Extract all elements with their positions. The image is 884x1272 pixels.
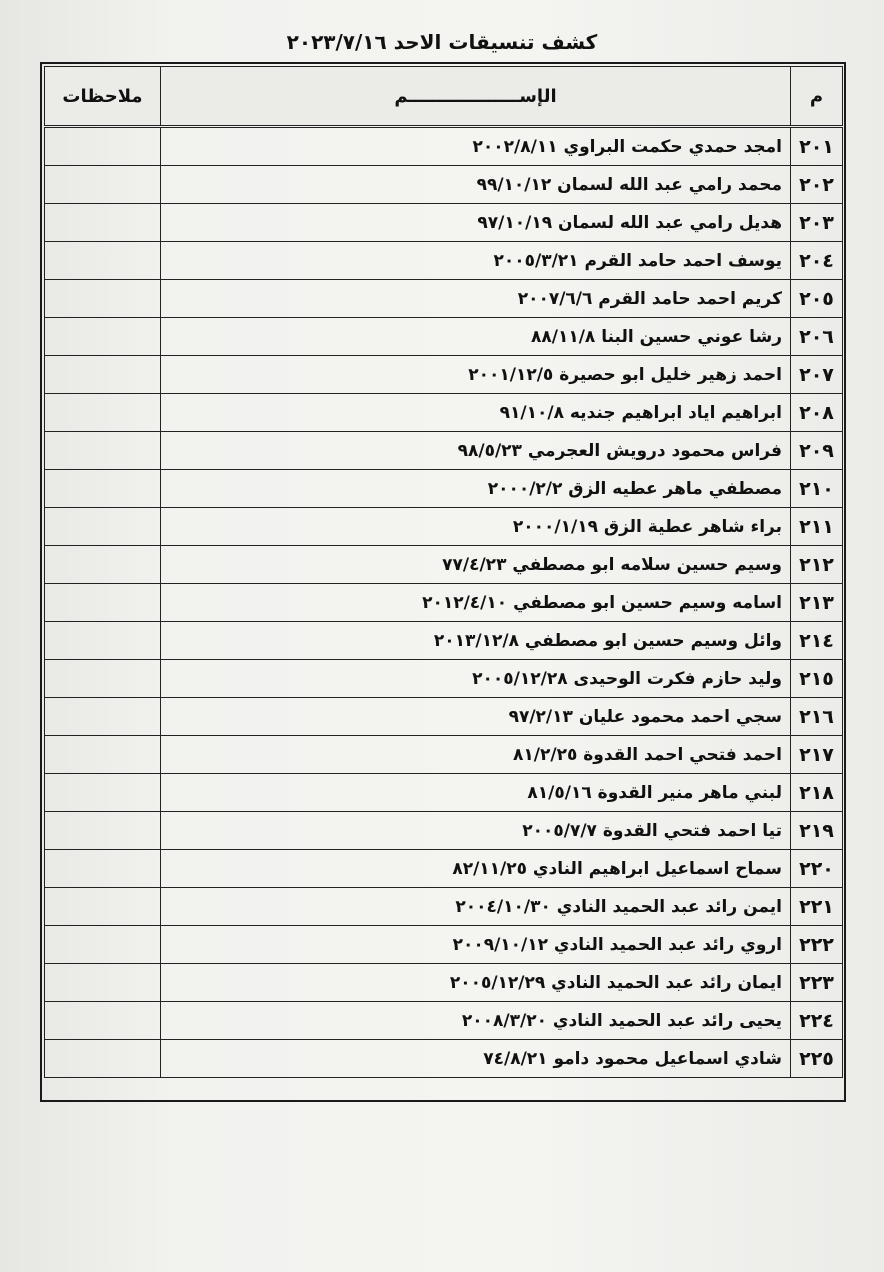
header-notes: ملاحظات [45, 67, 161, 127]
row-notes [45, 1002, 161, 1040]
row-name: امجد حمدي حكمت البراوي ٢٠٠٢/٨/١١ [161, 127, 791, 166]
table-row [45, 432, 843, 470]
header-name: الإســــــــــــــــــم [161, 67, 791, 127]
table-row [45, 204, 843, 242]
row-name: سجي احمد محمود عليان ٩٧/٢/١٣ [161, 698, 791, 736]
table-row [45, 394, 843, 432]
row-number: ٢١٤ [791, 622, 843, 660]
table-row [45, 888, 843, 926]
table-row [45, 166, 843, 204]
row-name: يوسف احمد حامد القرم ٢٠٠٥/٣/٢١ [161, 242, 791, 280]
row-name: احمد زهير خليل ابو حصيرة ٢٠٠١/١٢/٥ [161, 356, 791, 394]
row-notes [45, 280, 161, 318]
row-notes [45, 812, 161, 850]
row-number: ٢٠٦ [791, 318, 843, 356]
row-notes [45, 850, 161, 888]
row-number: ٢١٢ [791, 546, 843, 584]
row-name: ايمان رائد عبد الحميد النادي ٢٠٠٥/١٢/٢٩ [161, 964, 791, 1002]
row-number: ٢٠١ [791, 127, 843, 166]
row-number: ٢١٠ [791, 470, 843, 508]
row-notes [45, 698, 161, 736]
table-row [45, 774, 843, 812]
row-name: فراس محمود درويش العجرمي ٩٨/٥/٢٣ [161, 432, 791, 470]
row-number: ٢٢٢ [791, 926, 843, 964]
row-name: رشا عوني حسين البنا ٨٨/١١/٨ [161, 318, 791, 356]
row-number: ٢٢٣ [791, 964, 843, 1002]
row-name: يحيى رائد عبد الحميد النادي ٢٠٠٨/٣/٢٠ [161, 1002, 791, 1040]
row-notes [45, 546, 161, 584]
row-name: ابراهيم اياد ابراهيم جنديه ٩١/١٠/٨ [161, 394, 791, 432]
table-row [45, 127, 843, 166]
table-header-row [45, 67, 843, 127]
row-notes [45, 1040, 161, 1078]
names-table [44, 66, 843, 1078]
row-number: ٢٠٨ [791, 394, 843, 432]
row-name: تيا احمد فتحي القدوة ٢٠٠٥/٧/٧ [161, 812, 791, 850]
row-number: ٢٠٧ [791, 356, 843, 394]
row-name: هديل رامي عبد الله لسمان ٩٧/١٠/١٩ [161, 204, 791, 242]
row-notes [45, 204, 161, 242]
table-row [45, 926, 843, 964]
row-notes [45, 774, 161, 812]
row-name: محمد رامي عبد الله لسمان ٩٩/١٠/١٢ [161, 166, 791, 204]
table-row [45, 546, 843, 584]
table-row [45, 812, 843, 850]
row-number: ٢١٧ [791, 736, 843, 774]
row-notes [45, 166, 161, 204]
row-notes [45, 508, 161, 546]
table-row [45, 508, 843, 546]
row-number: ٢١٥ [791, 660, 843, 698]
table-row [45, 242, 843, 280]
page-title: كشف تنسيقات الاحد ٢٠٢٣/٧/١٦ [286, 30, 598, 54]
table-row [45, 698, 843, 736]
row-notes [45, 926, 161, 964]
row-notes [45, 242, 161, 280]
row-name: وليد حازم فكرت الوحيدى ٢٠٠٥/١٢/٢٨ [161, 660, 791, 698]
row-number: ٢١٣ [791, 584, 843, 622]
table-row [45, 1040, 843, 1078]
row-number: ٢١٦ [791, 698, 843, 736]
row-notes [45, 432, 161, 470]
table-row [45, 1002, 843, 1040]
row-notes [45, 394, 161, 432]
row-name: اروي رائد عبد الحميد النادي ٢٠٠٩/١٠/١٢ [161, 926, 791, 964]
table-row [45, 584, 843, 622]
table-row [45, 964, 843, 1002]
row-number: ٢٠٣ [791, 204, 843, 242]
row-name: براء شاهر عطية الزق ٢٠٠٠/١/١٩ [161, 508, 791, 546]
row-notes [45, 964, 161, 1002]
table-row [45, 318, 843, 356]
row-name: كريم احمد حامد القرم ٢٠٠٧/٦/٦ [161, 280, 791, 318]
table-row [45, 660, 843, 698]
row-number: ٢٢٠ [791, 850, 843, 888]
row-name: سماح اسماعيل ابراهيم النادي ٨٢/١١/٢٥ [161, 850, 791, 888]
row-name: وسيم حسين سلامه ابو مصطفي ٧٧/٤/٢٣ [161, 546, 791, 584]
row-number: ٢١٩ [791, 812, 843, 850]
row-notes [45, 470, 161, 508]
row-number: ٢٢٤ [791, 1002, 843, 1040]
table-row [45, 736, 843, 774]
row-number: ٢٢١ [791, 888, 843, 926]
row-notes [45, 318, 161, 356]
row-notes [45, 660, 161, 698]
table-row [45, 622, 843, 660]
row-name: ايمن رائد عبد الحميد النادي ٢٠٠٤/١٠/٣٠ [161, 888, 791, 926]
row-name: احمد فتحي احمد القدوة ٨١/٢/٢٥ [161, 736, 791, 774]
row-number: ٢٠٢ [791, 166, 843, 204]
row-name: وائل وسيم حسين ابو مصطفي ٢٠١٣/١٢/٨ [161, 622, 791, 660]
table-row [45, 470, 843, 508]
row-notes [45, 584, 161, 622]
table-row [45, 356, 843, 394]
row-number: ٢١١ [791, 508, 843, 546]
row-number: ٢١٨ [791, 774, 843, 812]
row-number: ٢٠٤ [791, 242, 843, 280]
row-name: مصطفي ماهر عطيه الزق ٢٠٠٠/٢/٢ [161, 470, 791, 508]
row-number: ٢٠٩ [791, 432, 843, 470]
row-notes [45, 622, 161, 660]
row-notes [45, 736, 161, 774]
table-row [45, 280, 843, 318]
row-name: اسامه وسيم حسين ابو مصطفي ٢٠١٢/٤/١٠ [161, 584, 791, 622]
row-notes [45, 356, 161, 394]
row-name: شادي اسماعيل محمود دامو ٧٤/٨/٢١ [161, 1040, 791, 1078]
row-number: ٢٠٥ [791, 280, 843, 318]
table-row [45, 850, 843, 888]
row-notes [45, 127, 161, 166]
row-number: ٢٢٥ [791, 1040, 843, 1078]
header-num: م [791, 67, 843, 127]
row-notes [45, 888, 161, 926]
row-name: لبني ماهر منير القدوة ٨١/٥/١٦ [161, 774, 791, 812]
